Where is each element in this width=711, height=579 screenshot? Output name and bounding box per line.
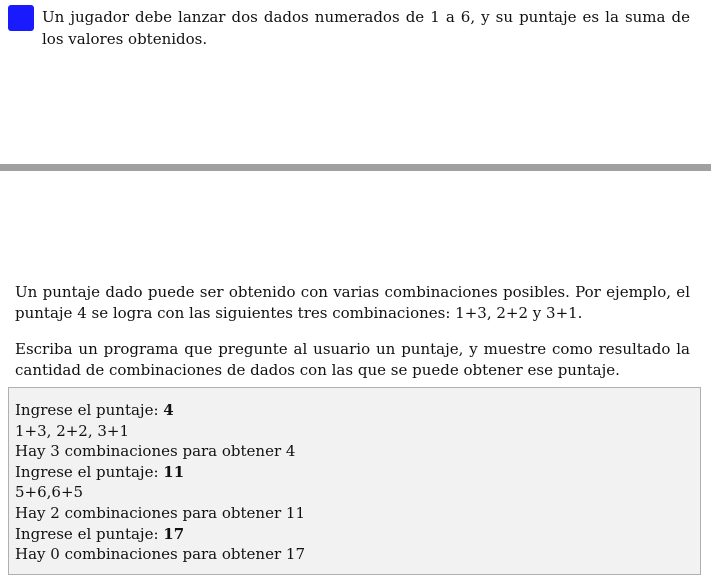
console-combinations-line: 5+6,6+5 xyxy=(15,483,84,502)
prompt-label: Ingrese el puntaje: xyxy=(15,462,164,481)
section-divider xyxy=(0,164,711,171)
console-prompt-line xyxy=(15,400,694,421)
paragraph-example: Un puntaje dado puede ser obtenido con varias combinaciones posibles. Por ejemplo, el puntaje 4 se logra con las siguientes tres combinaciones: 1+3, 2+2 y 3+1. xyxy=(15,283,690,322)
prompt-input: 11 xyxy=(163,462,185,481)
console-prompt-line xyxy=(15,524,694,545)
console-result-line: Hay 3 combinaciones para obtener 4 xyxy=(15,442,296,461)
prompt-input: 4 xyxy=(163,401,174,419)
prompt-input: 17 xyxy=(163,524,185,543)
console-prompt-line xyxy=(15,462,694,483)
square-icon xyxy=(8,5,34,31)
console-sample xyxy=(8,387,701,575)
paragraph-task: Escriba un programa que pregunte al usuario un puntaje, y muestre como resultado la cantidad de combinaciones de dados con las que se puede obtener ese puntaje. xyxy=(15,340,690,379)
intro-section xyxy=(0,0,711,164)
prompt-label: Ingrese el puntaje: xyxy=(15,401,164,419)
console-result-line: Hay 2 combinaciones para obtener 11 xyxy=(15,503,305,522)
console-combinations-line: 1+3, 2+2, 3+1 xyxy=(15,421,130,440)
intro-text: Un jugador debe lanzar dos dados numerados de 1 a 6, y su puntaje es la suma de los valores obtenidos. xyxy=(42,8,690,48)
prompt-label: Ingrese el puntaje: xyxy=(15,524,164,543)
console-result-line: Hay 0 combinaciones para obtener 17 xyxy=(15,545,305,564)
